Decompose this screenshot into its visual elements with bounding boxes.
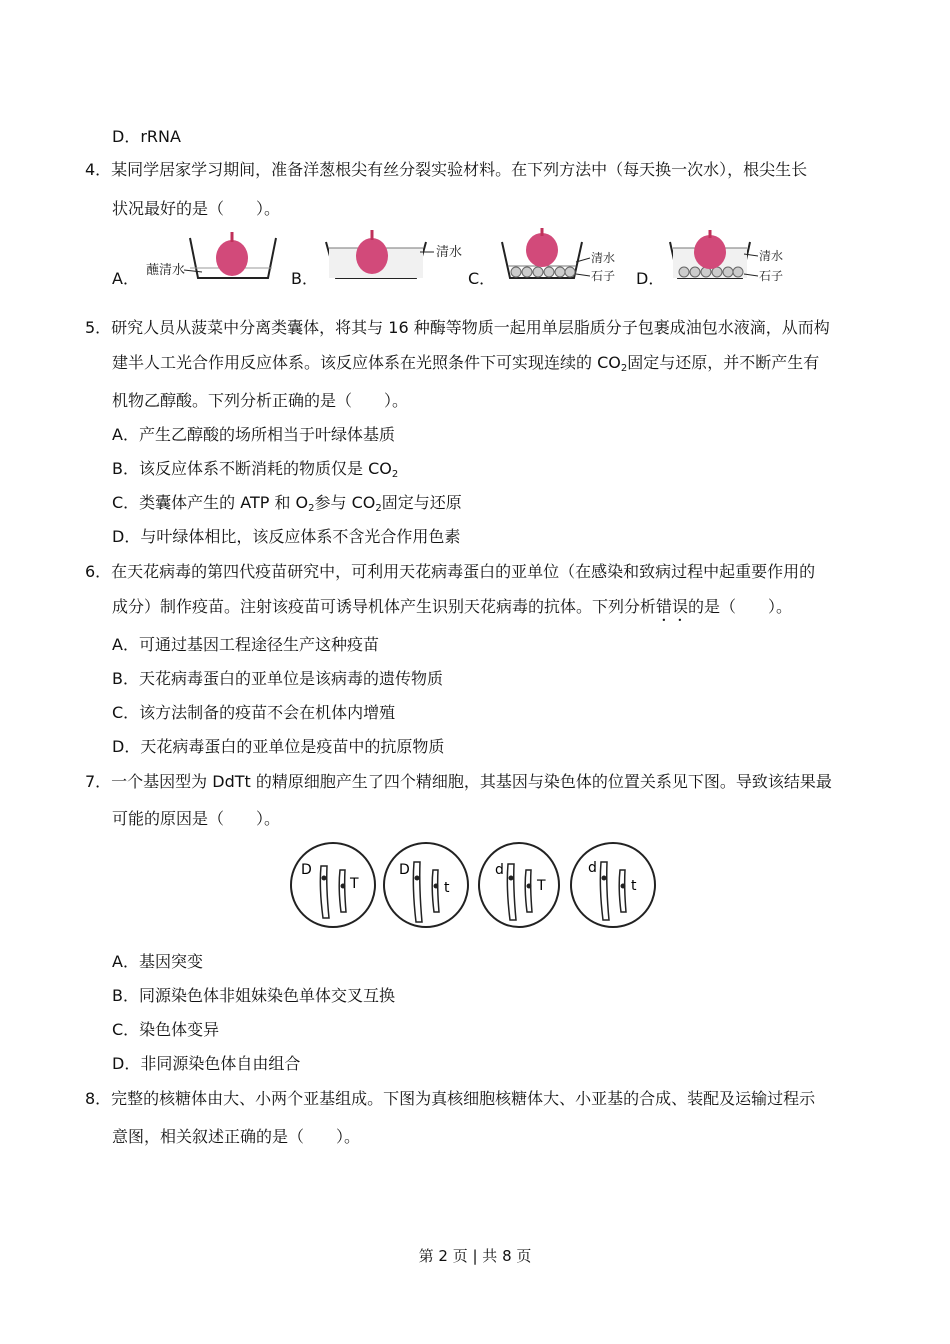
q4-onion-diagram-a bbox=[140, 228, 280, 288]
q4-label-d: D． bbox=[636, 269, 665, 288]
q6-option-b: B．天花病毒蛋白的亚单位是该病毒的遗传物质 bbox=[112, 669, 443, 688]
q6-option-d: D．天花病毒蛋白的亚单位是疫苗中的抗原物质 bbox=[112, 737, 445, 756]
q4-label-c: C． bbox=[468, 269, 496, 288]
q4-d-text-water: 清水 bbox=[759, 249, 784, 263]
q6-option-c: C．该方法制备的疫苗不会在机体内增殖 bbox=[112, 703, 396, 722]
q7-cell-2-gene-1: D bbox=[399, 862, 410, 878]
q7-cell-4-gene-2: t bbox=[631, 878, 637, 894]
q5-option-d: D．与叶绿体相比，该反应体系不含光合作用色素 bbox=[112, 527, 461, 546]
page-footer: 第 2 页 | 共 8 页 bbox=[418, 1247, 532, 1265]
q7-cell-3-gene-1: d bbox=[495, 862, 504, 878]
q4-a-text: 蘸清水 bbox=[146, 263, 186, 278]
q3-option-d: D．rRNA bbox=[112, 127, 181, 146]
q7-sperm-cells-diagram bbox=[288, 838, 660, 934]
q7-cell-1 bbox=[291, 843, 375, 927]
q4-label-b: B． bbox=[291, 269, 318, 288]
q7-option-a: A．基因突变 bbox=[112, 952, 203, 971]
q8-stem-line2: 意图，相关叙述正确的是（ ）。 bbox=[112, 1127, 361, 1146]
q7-stem-line2: 可能的原因是（ ）。 bbox=[112, 809, 281, 828]
q6-stem-line2: 成分）制作疫苗。注射该疫苗可诱导机体产生识别天花病毒的抗体。下列分析错误的是（ ）。 bbox=[112, 597, 793, 616]
q5-option-b: B．该反应体系不断消耗的物质仅是 $CO_2$ bbox=[112, 459, 399, 480]
q4-c-text-water: 清水 bbox=[591, 251, 616, 265]
q4-stem-line2: 状况最好的是（ ）。 bbox=[112, 199, 281, 218]
q7-cell-2 bbox=[384, 843, 468, 927]
q7-cell-3-gene-2: T bbox=[537, 878, 546, 894]
q7-option-c: C．染色体变异 bbox=[112, 1020, 220, 1039]
q7-cell-1-gene-2: T bbox=[350, 876, 359, 892]
q4-d-text-stone: 石子 bbox=[759, 269, 784, 283]
q7-stem-line1: 7．一个基因型为 DdTt 的精原细胞产生了四个精细胞，其基因与染色体的位置关系见下图。导致该结果最 bbox=[85, 772, 832, 791]
q5-stem-line2: 建半人工光合作用反应体系。该反应体系在光照条件下可实现连续的 $CO_2$固定与还原，并不断产生有 bbox=[112, 353, 820, 374]
q6-option-a: A．可通过基因工程途径生产这种疫苗 bbox=[112, 635, 379, 654]
q4-onion-diagram-b bbox=[320, 228, 470, 288]
q5-option-a: A．产生乙醇酸的场所相当于叶绿体基质 bbox=[112, 425, 395, 444]
q5-stem-line3: 机物乙醇酸。下列分析正确的是（ ）。 bbox=[112, 391, 409, 410]
q4-c-text-stone: 石子 bbox=[591, 269, 616, 283]
q6-stem-line1: 6．在天花病毒的第四代疫苗研究中，可利用天花病毒蛋白的亚单位（在感染和致病过程中起重要作用的 bbox=[85, 562, 816, 581]
q4-label-a: A． bbox=[112, 269, 139, 288]
q7-option-b: B．同源染色体非姐妹染色单体交叉互换 bbox=[112, 986, 395, 1005]
q7-option-d: D．非同源染色体自由组合 bbox=[112, 1054, 301, 1073]
q5-option-c: C．类囊体产生的 ATP 和 $O_2$参与 $CO_2$固定与还原 bbox=[112, 493, 462, 514]
q7-cell-3 bbox=[479, 843, 559, 927]
q7-cell-2-gene-2: t bbox=[444, 880, 450, 896]
q6-emphasis-error: 错误 bbox=[656, 597, 689, 616]
q4-onion-diagram-c bbox=[496, 228, 626, 288]
q8-stem-line1: 8．完整的核糖体由大、小两个亚基组成。下图为真核细胞核糖体大、小亚基的合成、装配及运输过程示 bbox=[85, 1089, 816, 1108]
q4-b-text: 清水 bbox=[436, 245, 463, 260]
q7-cell-1-gene-1: D bbox=[301, 862, 312, 878]
q5-stem-line1: 5．研究人员从菠菜中分离类囊体，将其与 16 种酶等物质一起用单层脂质分子包裹成油包水液滴，从而构 bbox=[85, 318, 830, 337]
q7-cell-4 bbox=[571, 843, 655, 927]
q4-onion-diagram-d bbox=[664, 228, 794, 288]
q4-stem-line1: 4．某同学居家学习期间，准备洋葱根尖有丝分裂实验材料。在下列方法中（每天换一次水），根尖生长 bbox=[85, 160, 808, 179]
q7-cell-4-gene-1: d bbox=[588, 860, 597, 876]
